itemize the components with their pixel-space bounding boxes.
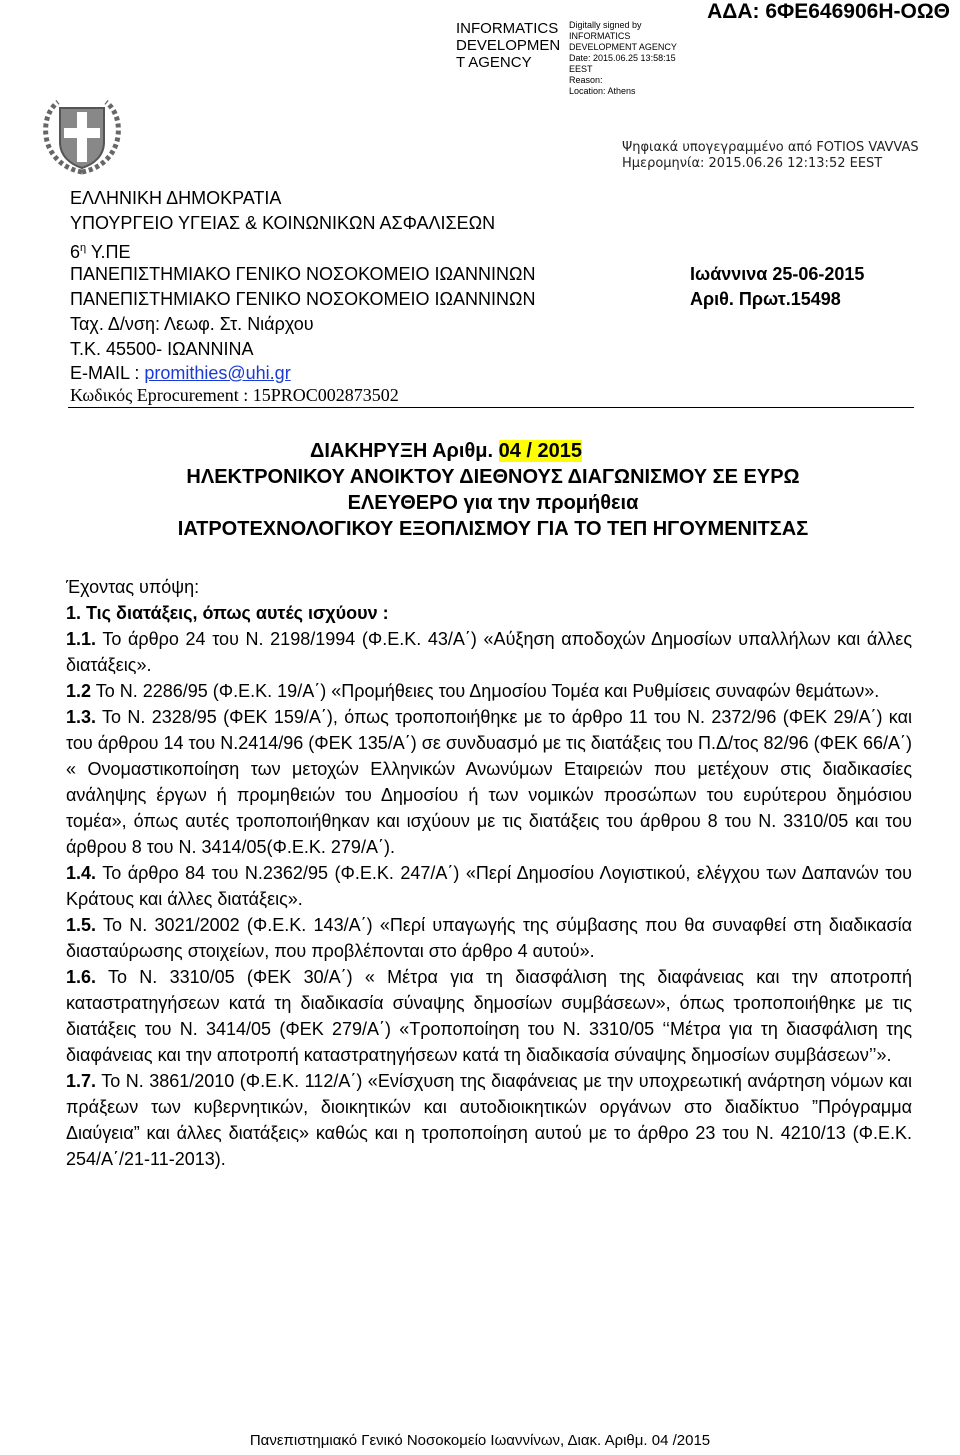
tender-subtitle: ΙΑΤΡΟΤΕΧΝΟΛΟΓΙΚΟΥ ΕΞΟΠΛΙΣΜΟΥ ΓΙΑ ΤΟ ΤΕΠ ΗΓΟΥΜΕΝΙΤΣΑΣ <box>177 518 809 540</box>
tender-title <box>310 440 582 463</box>
email-line <box>70 361 291 385</box>
item-number: 1.4. <box>66 863 97 883</box>
tender-title-prefix: ΔΙΑΚΗΡΥΞΗ Αριθμ. <box>310 440 499 462</box>
header-divider <box>68 407 914 408</box>
item-number: 1.6. <box>66 967 97 987</box>
tender-subtitle: ΗΛΕΚΤΡΟΝΙΚΟΥ ΑΝΟΙΚΤΟΥ ΔΙΕΘΝΟΥΣ ΔΙΑΓΩΝΙΣΜΟΥ ΣΕ ΕΥΡΩ <box>186 466 800 488</box>
health-region <box>70 236 131 264</box>
hospital-name: ΠΑΝΕΠΙΣΤΗΜΙΑΚΟ ΓΕΝΙΚΟ ΝΟΣΟΚΟΜΕΙΟ ΙΩΑΝΝΙΝΩΝ <box>70 264 536 284</box>
signature-detail: Location: Athens <box>569 86 636 96</box>
postal-code: Τ.Κ. 45500- ΙΩΑΝΝΙΝΑ <box>70 339 254 359</box>
item-number: 1.1. <box>66 629 97 649</box>
section-heading: 1. Τις διατάξεις, όπως αυτές ισχύουν : <box>66 603 389 623</box>
item-text: Το Ν. 3861/2010 (Φ.Ε.Κ. 112/Α΄) «Ενίσχυση της διαφάνειας με την υποχρεωτική ανάρτηση νόμων και πράξεων των κυβερνητικών, διοικητικών και αυτοδιοικητικών οργάνων στο διαδίκτυο ”Πρόγραμμα Διαύγεια” και άλλες διατάξεις» καθώς και η τροποποίηση αυτού με το άρθρο 23 του Ν. 4210/13 (Φ.Ε.Κ. 254/Α΄/21-11-2013). <box>66 1071 912 1169</box>
signature-detail: INFORMATICS <box>569 31 631 41</box>
digital-signature-note <box>622 140 922 172</box>
item-number: 1.2 <box>66 681 92 701</box>
signature-detail: Reason: <box>569 75 603 85</box>
ministry-heading: ΥΠΟΥΡΓΕΙΟ ΥΓΕΙΑΣ & ΚΟΙΝΩΝΙΚΩΝ ΑΣΦΑΛΙΣΕΩΝ <box>70 213 496 233</box>
document-body <box>66 574 912 1172</box>
list-item <box>66 964 912 1068</box>
digital-sign-date: Ημερομηνία: 2015.06.26 12:13:52 EEST <box>622 156 883 171</box>
signature-detail: Digitally signed by <box>569 20 642 30</box>
item-text: Το Ν. 2286/95 (Φ.Ε.Κ. 19/Α΄) «Προμήθειες του Δημοσίου Τομέα και Ρυθμίσεις συναφών θεμάτων». <box>91 681 880 701</box>
page-footer: Πανεπιστημιακό Γενικό Νοσοκομείο Ιωαννίνων, Διακ. Αριθμ. 04 /2015 <box>249 1432 711 1449</box>
item-text: Το Ν. 2328/95 (ΦΕΚ 159/Α΄), όπως τροποποιήθηκε με το άρθρο 11 του Ν. 2372/96 (ΦΕΚ 29/Α΄) και του άρθρου 14 του Ν.2414/96 (ΦΕΚ 135/Α΄) σε συνδυασμό με τις διατάξεις του Π.Δ/τος 82/96 (ΦΕΚ 66/Α΄) « Ονομαστικοποίηση των μετοχών Ελληνικών Ανωνύμων Εταιρειών που μετέχουν στις διαδικασίες ανάληψης έργων ή προμηθειών του Δημοσίου ή των νομικών προσώπων του ευρύτερου δημόσιου τομέα», όπως αυτές τροποποιήθηκαν και ισχύουν με τις διατάξεις του άρθρου 8 του Ν. 3310/05 και του άρθρου 8 του Ν. 3414/05(Φ.Ε.Κ. 279/Α΄). <box>66 707 912 857</box>
republic-heading: ΕΛΛΗΝΙΚΗ ΔΗΜΟΚΡΑΤΙΑ <box>70 188 282 208</box>
health-region-name: Υ.ΠΕ <box>86 242 131 262</box>
hospital-name: ΠΑΝΕΠΙΣΤΗΜΙΑΚΟ ΓΕΝΙΚΟ ΝΟΣΟΚΟΜΕΙΟ ΙΩΑΝΝΙΝΩΝ <box>70 289 536 309</box>
signer-org-line: T AGENCY <box>456 54 532 71</box>
signer-organization <box>456 20 566 71</box>
tender-subtitle: ΕΛΕΥΘΕΡΟ για την προμήθεια <box>347 492 639 514</box>
health-region-superscript: η <box>80 242 87 254</box>
item-number: 1.3. <box>66 707 97 727</box>
ada-code: ΑΔΑ: 6ΦΕ646906Η-ΟΩΘ <box>707 0 950 23</box>
signer-org-line: INFORMATICS <box>456 20 559 37</box>
item-text: Το Ν. 3310/05 (ΦΕΚ 30/Α΄) « Μέτρα για τη διασφάλιση της διαφάνειας και την αποτροπή καταστρατηγήσεων κατά τη διαδικασία σύναψης δημοσίων συμβάσεων», όπως τροποποιήθηκε με τις διατάξεις του Ν. 3414/05 (ΦΕΚ 279/Α΄) «Τροποποίηση του Ν. 3310/05 ‘‘Μέτρα για τη διασφάλιση της διαφάνειας και την αποτροπή καταστρατηγήσεων κατά τη διαδικασία σύναψης δημοσίων συμβάσεων’’». <box>66 967 912 1065</box>
list-item <box>66 704 912 860</box>
greek-emblem-icon <box>40 98 124 176</box>
list-item <box>66 678 912 704</box>
signature-detail: DEVELOPMENT AGENCY <box>569 42 677 52</box>
item-text: Το Ν. 3021/2002 (Φ.Ε.Κ. 143/Α΄) «Περί υπαγωγής της σύμβασης που θα συναφθεί στη διαδικασία διασταύρωσης στοιχείων, που προβλέπονται στο άρθρο 4 αυτού». <box>66 915 912 961</box>
item-text: Το άρθρο 24 του Ν. 2198/1994 (Φ.Ε.Κ. 43/Α΄) «Αύξηση αποδοχών Δημοσίων υπαλλήλων και άλλες διατάξεις». <box>66 629 912 675</box>
list-item <box>66 860 912 912</box>
item-text: Το άρθρο 84 του Ν.2362/95 (Φ.Ε.Κ. 247/Α΄) «Περί Δημοσίου Λογιστικού, ελέγχου των Δαπανών του Κράτους και άλλες διατάξεις». <box>66 863 912 909</box>
eprocurement-code: Κωδικός Eprocurement : 15PROC002873502 <box>70 385 399 405</box>
signer-org-line: DEVELOPMEN <box>456 37 561 54</box>
digital-signer: Ψηφιακά υπογεγραμμένο από FOTIOS VAVVAS <box>622 140 919 155</box>
list-item <box>66 1068 912 1172</box>
postal-address: Ταχ. Δ/νση: Λεωφ. Στ. Νιάρχου <box>70 314 314 334</box>
tender-number: 04 / 2015 <box>498 440 583 462</box>
place-date: Ιωάννινα 25-06-2015 <box>690 264 865 284</box>
signature-detail: Date: 2015.06.25 13:58:15 <box>569 53 676 63</box>
protocol-number: Αριθ. Πρωτ.15498 <box>690 289 841 309</box>
list-item <box>66 912 912 964</box>
signature-details <box>569 20 699 97</box>
email-link[interactable]: promithies@uhi.gr <box>144 363 291 383</box>
email-label: E-MAIL : <box>70 363 145 383</box>
health-region-number: 6 <box>70 242 81 262</box>
list-item <box>66 626 912 678</box>
signature-detail: EEST <box>569 64 593 74</box>
intro-text: Έχοντας υπόψη: <box>66 577 200 597</box>
item-number: 1.5. <box>66 915 97 935</box>
item-number: 1.7. <box>66 1071 97 1091</box>
